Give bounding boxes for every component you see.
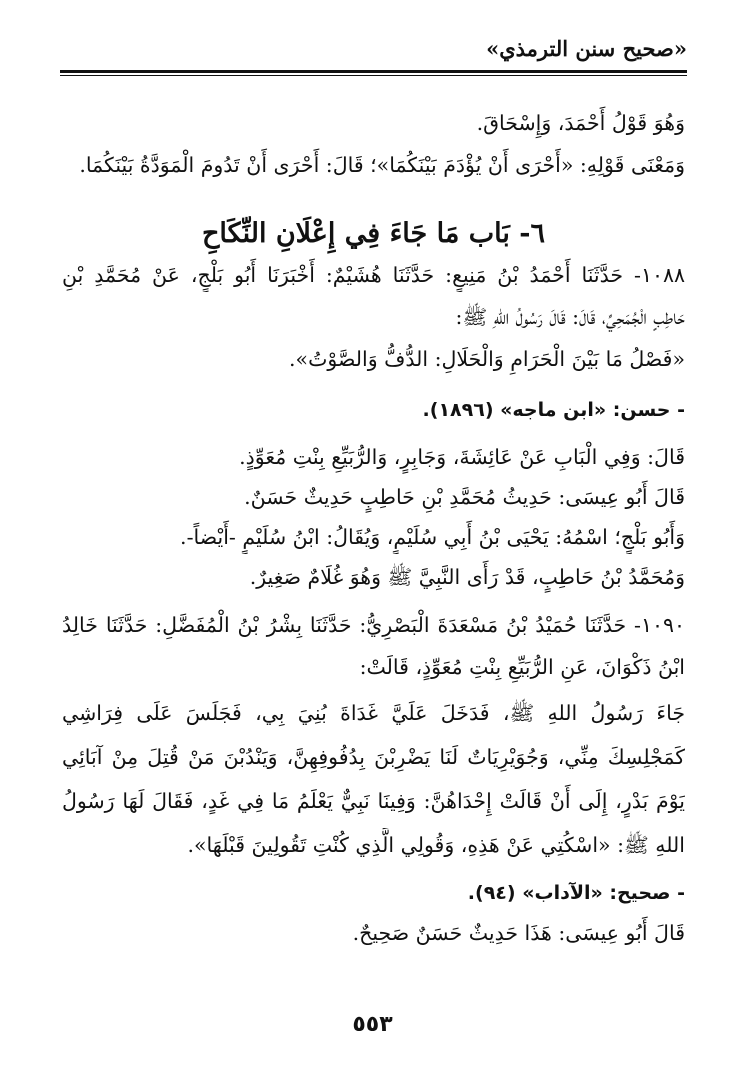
hadith-line: ١٠٩٠- حَدَّثَنَا حُمَيْدُ بْنُ مَسْعَدَةَ الْبَصْرِيُّ: حَدَّثَنَا بِشْرُ بْنُ الْمُفَضَّلِ: حَدَّثَنَا خَالِدُ (62, 613, 685, 637)
hadith-matn: جَاءَ رَسُولُ اللهِ ﷺ، فَدَخَلَ عَلَيَّ غَدَاةَ بُنِيَ بِي، فَجَلَسَ عَلَى فِرَاشِي (62, 701, 685, 725)
running-header (60, 30, 687, 70)
text-line: وَهُوَ قَوْلُ أَحْمَدَ، وَإِسْحَاقَ. (476, 111, 685, 135)
text-line: وَمَعْنَى قَوْلِهِ: «أَحْرَى أَنْ يُؤْدَمَ بَيْنَكُمَا»؛ قَالَ: أَحْرَى أَنْ تَدُومَ الْمَوَدَّةُ بَيْنَكُمَا. (79, 153, 685, 177)
hadith-matn: اللهِ ﷺ: «اسْكُتِي عَنْ هَذِهِ، وَقُولِي الَّذِي كُنْتِ تَقُولِينَ قَبْلَهَا». (187, 833, 685, 857)
hadith-line: ١٠٨٨- حَدَّثَنَا أَحْمَدُ بْنُ مَنِيعٍ: حَدَّثَنَا هُشَيْمٌ: أَخْبَرَنَا أَبُو بَلْجٍ، عَنْ مُحَمَّدِ بْنِ (62, 263, 685, 287)
text-line: قَالَ أَبُو عِيسَى: حَدِيثُ مُحَمَّدِ بْنِ حَاطِبٍ حَدِيثٌ حَسَنٌ. (244, 485, 685, 509)
text-line: وَأَبُو بَلْجٍ؛ اسْمُهُ: يَحْيَى بْنُ أَبِي سُلَيْمٍ، وَيُقَالُ: ابْنُ سُلَيْمٍ -أَيْضاً-. (180, 525, 685, 549)
hadith-line: حَاطِبٍ الْجُمَحِيِّ، قَالَ: قَالَ رَسُولُ اللهِ ﷺ: (455, 305, 685, 329)
book-title: «صحيح سنن الترمذي» (486, 36, 687, 61)
hadith-matn: كَمَجْلِسِكَ مِنِّي، وَجُوَيْرِيَاتٌ لَنَا يَضْرِبْنَ بِدُفُوفِهِنَّ، وَيَنْدُبْنَ مَنْ قُتِلَ مِنْ آبَائِي (62, 745, 685, 769)
grading-line: - صحيح: «الآداب» (٩٤). (467, 882, 685, 904)
page-number: ٥٥٣ (352, 1012, 393, 1037)
header-rule-thin (60, 75, 687, 76)
text-line: قَالَ أَبُو عِيسَى: هَذَا حَدِيثٌ حَسَنٌ صَحِيحٌ. (352, 921, 685, 945)
hadith-matn: يَوْمَ بَدْرٍ، إِلَى أَنْ قَالَتْ إِحْدَاهُنَّ: وَفِينَا نَبِيٌّ يَعْلَمُ مَا فِي غَدٍ، فَقَالَ لَهَا رَسُولُ (62, 789, 685, 813)
chapter-heading: ٦- بَاب مَا جَاءَ فِي إِعْلَانِ النِّكَاحِ (202, 218, 545, 249)
grading-line: - حسن: «ابن ماجه» (١٨٩٦). (422, 399, 685, 421)
header-rule (60, 70, 687, 73)
text-line: وَمُحَمَّدُ بْنُ حَاطِبٍ، قَدْ رَأَى النَّبِيَّ ﷺ وَهُوَ غُلَامٌ صَغِيرٌ. (249, 565, 685, 589)
text-line: قَالَ: وَفِي الْبَابِ عَنْ عَائِشَةَ، وَجَابِرٍ، وَالرُّبَيِّعِ بِنْتِ مُعَوِّذٍ. (239, 445, 685, 469)
hadith-matn: «فَصْلُ مَا بَيْنَ الْحَرَامِ وَالْحَلَالِ: الدُّفُّ وَالصَّوْتُ». (289, 347, 685, 371)
hadith-line: ابْنُ ذَكْوَانَ، عَنِ الرُّبَيِّعِ بِنْتِ مُعَوِّذٍ، قَالَتْ: (359, 655, 685, 679)
